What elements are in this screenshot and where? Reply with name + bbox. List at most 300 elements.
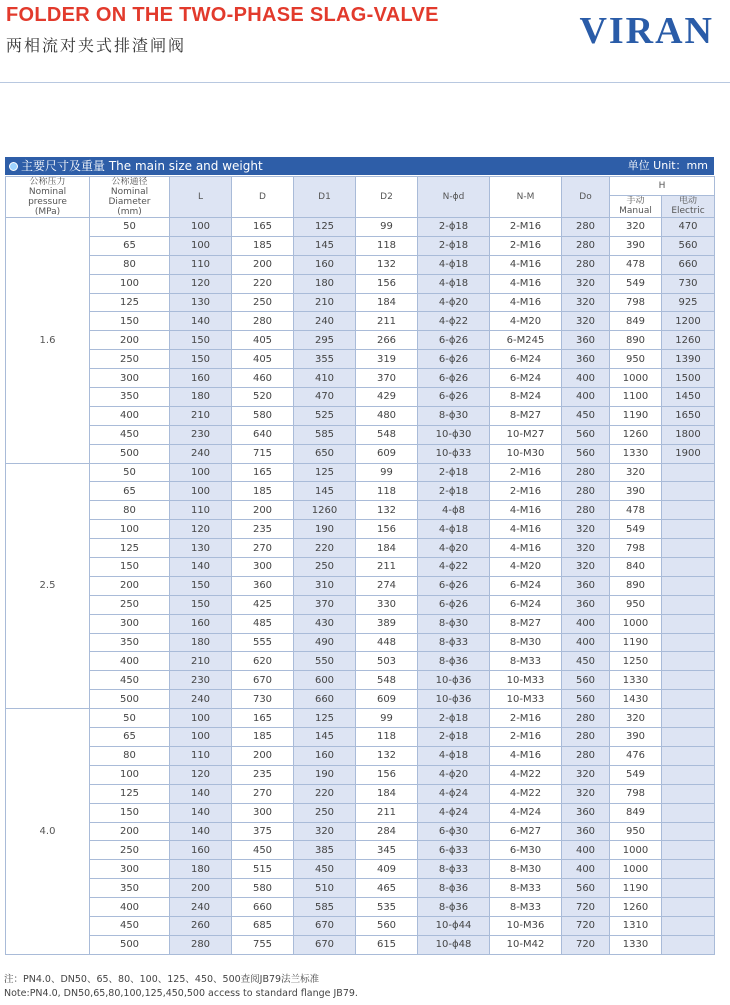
- cell-h-electric: [662, 463, 715, 482]
- cell-d2: 118: [356, 482, 418, 501]
- table-title-text: 主要尺寸及重量 The main size and weight: [21, 159, 263, 173]
- cell-n-phi-d: 8-ϕ30: [418, 614, 490, 633]
- cell-dn: 350: [90, 388, 170, 407]
- cell-dn: 50: [90, 463, 170, 482]
- cell-l: 130: [170, 539, 232, 558]
- cell-l: 100: [170, 236, 232, 255]
- cell-dn: 80: [90, 255, 170, 274]
- header-pn-en2: pressure: [28, 197, 67, 207]
- header-nominal-diameter: [90, 177, 170, 218]
- cell-d1: 430: [294, 614, 356, 633]
- table-row: [6, 520, 715, 539]
- cell-dn: 65: [90, 728, 170, 747]
- cell-d1: 525: [294, 406, 356, 425]
- cell-d: 200: [232, 501, 294, 520]
- cell-d: 450: [232, 841, 294, 860]
- cell-d: 220: [232, 274, 294, 293]
- cell-h-manual: 950: [610, 822, 662, 841]
- cell-dn: 50: [90, 218, 170, 237]
- cell-do: 720: [562, 916, 610, 935]
- cell-do: 280: [562, 746, 610, 765]
- cell-do: 560: [562, 690, 610, 709]
- cell-h-electric: 1800: [662, 425, 715, 444]
- cell-h-electric: [662, 860, 715, 879]
- cell-d1: 320: [294, 822, 356, 841]
- cell-h-electric: [662, 614, 715, 633]
- cell-d2: 266: [356, 331, 418, 350]
- cell-dn: 100: [90, 274, 170, 293]
- cell-h-electric: [662, 784, 715, 803]
- cell-d: 460: [232, 369, 294, 388]
- cell-n-m: 6-M24: [490, 369, 562, 388]
- cell-h-manual: 1000: [610, 860, 662, 879]
- cell-h-manual: 476: [610, 746, 662, 765]
- cell-n-phi-d: 4-ϕ18: [418, 520, 490, 539]
- cell-n-phi-d: 4-ϕ22: [418, 312, 490, 331]
- cell-do: 560: [562, 671, 610, 690]
- cell-n-m: 8-M33: [490, 652, 562, 671]
- table-row: [6, 369, 715, 388]
- cell-n-phi-d: 4-ϕ22: [418, 558, 490, 577]
- cell-d1: 145: [294, 482, 356, 501]
- table-row: [6, 841, 715, 860]
- cell-l: 240: [170, 690, 232, 709]
- cell-do: 320: [562, 765, 610, 784]
- cell-n-m: 6-M30: [490, 841, 562, 860]
- header-dn-en2: Diameter: [108, 197, 151, 207]
- cell-l: 210: [170, 406, 232, 425]
- cell-n-phi-d: 6-ϕ26: [418, 388, 490, 407]
- cell-d: 685: [232, 916, 294, 935]
- header-manual: [610, 195, 662, 217]
- cell-h-electric: [662, 652, 715, 671]
- cell-dn: 80: [90, 501, 170, 520]
- header-electric: [662, 195, 715, 217]
- cell-d: 200: [232, 746, 294, 765]
- cell-d: 580: [232, 879, 294, 898]
- cell-d1: 585: [294, 898, 356, 917]
- cell-n-phi-d: 8-ϕ36: [418, 652, 490, 671]
- cell-l: 150: [170, 350, 232, 369]
- cell-d1: 310: [294, 576, 356, 595]
- cell-h-manual: 320: [610, 463, 662, 482]
- table-row: [6, 425, 715, 444]
- cell-h-electric: 1200: [662, 312, 715, 331]
- cell-n-m: 4-M20: [490, 312, 562, 331]
- table-row: [6, 652, 715, 671]
- cell-d: 515: [232, 860, 294, 879]
- table-row: [6, 444, 715, 463]
- cell-d1: 250: [294, 803, 356, 822]
- cell-n-m: 2-M16: [490, 728, 562, 747]
- cell-do: 280: [562, 709, 610, 728]
- header-h: H: [610, 177, 715, 196]
- cell-n-m: 4-M22: [490, 765, 562, 784]
- cell-h-electric: [662, 746, 715, 765]
- table-title: [9, 157, 263, 175]
- cell-n-m: 4-M20: [490, 558, 562, 577]
- cell-h-electric: [662, 765, 715, 784]
- cell-do: 400: [562, 633, 610, 652]
- cell-n-m: 10-M36: [490, 916, 562, 935]
- cell-l: 140: [170, 822, 232, 841]
- cell-h-manual: 549: [610, 520, 662, 539]
- cell-l: 240: [170, 444, 232, 463]
- table-row: [6, 633, 715, 652]
- cell-d1: 355: [294, 350, 356, 369]
- cell-d2: 560: [356, 916, 418, 935]
- cell-d2: 370: [356, 369, 418, 388]
- cell-d2: 429: [356, 388, 418, 407]
- cell-n-phi-d: 2-ϕ18: [418, 709, 490, 728]
- header-d: D: [232, 177, 294, 218]
- cell-n-phi-d: 6-ϕ26: [418, 369, 490, 388]
- cell-d: 270: [232, 539, 294, 558]
- table-row: [6, 690, 715, 709]
- cell-do: 320: [562, 293, 610, 312]
- cell-d1: 125: [294, 709, 356, 728]
- header-dn-en1: Nominal: [110, 187, 149, 197]
- cell-h-manual: 849: [610, 803, 662, 822]
- cell-l: 140: [170, 558, 232, 577]
- cell-do: 280: [562, 501, 610, 520]
- header-electric-en: Electric: [671, 206, 705, 217]
- cell-n-phi-d: 4-ϕ20: [418, 765, 490, 784]
- table-row: [6, 406, 715, 425]
- cell-h-manual: 1100: [610, 388, 662, 407]
- cell-l: 140: [170, 803, 232, 822]
- cell-n-m: 2-M16: [490, 218, 562, 237]
- cell-d: 375: [232, 822, 294, 841]
- cell-dn: 300: [90, 860, 170, 879]
- cell-n-m: 8-M33: [490, 898, 562, 917]
- cell-d2: 319: [356, 350, 418, 369]
- footnotes: [4, 973, 358, 1001]
- cell-d1: 670: [294, 916, 356, 935]
- cell-d: 300: [232, 803, 294, 822]
- table-row: [6, 331, 715, 350]
- header-dn-cn: 公称通径: [111, 177, 148, 187]
- cell-do: 320: [562, 539, 610, 558]
- cell-d: 405: [232, 350, 294, 369]
- cell-h-electric: [662, 879, 715, 898]
- spec-table-body: [6, 218, 715, 955]
- cell-n-m: 6-M24: [490, 350, 562, 369]
- cell-n-phi-d: 4-ϕ8: [418, 501, 490, 520]
- header-l: L: [170, 177, 232, 218]
- cell-dn: 100: [90, 765, 170, 784]
- cell-n-m: 4-M16: [490, 520, 562, 539]
- cell-n-phi-d: 6-ϕ26: [418, 595, 490, 614]
- cell-d: 715: [232, 444, 294, 463]
- table-row: [6, 236, 715, 255]
- cell-h-manual: 1190: [610, 879, 662, 898]
- cell-n-phi-d: 4-ϕ18: [418, 746, 490, 765]
- cell-n-phi-d: 10-ϕ36: [418, 671, 490, 690]
- cell-l: 180: [170, 388, 232, 407]
- cell-d1: 490: [294, 633, 356, 652]
- cell-n-phi-d: 2-ϕ18: [418, 218, 490, 237]
- cell-d1: 385: [294, 841, 356, 860]
- cell-h-electric: 1260: [662, 331, 715, 350]
- table-row: [6, 312, 715, 331]
- table-row: [6, 501, 715, 520]
- cell-dn: 400: [90, 898, 170, 917]
- cell-h-electric: 1500: [662, 369, 715, 388]
- header-divider: [0, 82, 730, 83]
- bullet-icon: [9, 162, 18, 171]
- header-pn-unit: (MPa): [34, 207, 61, 217]
- cell-do: 280: [562, 236, 610, 255]
- cell-d: 360: [232, 576, 294, 595]
- table-row: [6, 293, 715, 312]
- cell-n-m: 8-M33: [490, 879, 562, 898]
- cell-d2: 548: [356, 671, 418, 690]
- cell-d1: 370: [294, 595, 356, 614]
- cell-d: 555: [232, 633, 294, 652]
- cell-d: 185: [232, 236, 294, 255]
- cell-d2: 99: [356, 463, 418, 482]
- cell-d: 280: [232, 312, 294, 331]
- cell-d1: 160: [294, 746, 356, 765]
- cell-n-phi-d: 10-ϕ48: [418, 935, 490, 954]
- cell-h-manual: 1000: [610, 841, 662, 860]
- cell-do: 560: [562, 879, 610, 898]
- cell-do: 450: [562, 406, 610, 425]
- table-row: [6, 935, 715, 954]
- cell-do: 400: [562, 369, 610, 388]
- footnote-cn: 注：PN4.0、DN50、65、80、100、125、450、500查阅JB79法兰标准: [4, 974, 320, 985]
- cell-d2: 284: [356, 822, 418, 841]
- cell-d2: 345: [356, 841, 418, 860]
- cell-l: 180: [170, 633, 232, 652]
- cell-l: 140: [170, 312, 232, 331]
- cell-h-electric: [662, 822, 715, 841]
- cell-n-phi-d: 6-ϕ33: [418, 841, 490, 860]
- cell-d1: 250: [294, 558, 356, 577]
- table-row: [6, 784, 715, 803]
- header-pn-en1: Nominal: [28, 187, 67, 197]
- cell-d1: 125: [294, 463, 356, 482]
- cell-l: 110: [170, 501, 232, 520]
- cell-h-manual: 549: [610, 765, 662, 784]
- cell-n-m: 2-M16: [490, 463, 562, 482]
- cell-n-m: 8-M30: [490, 633, 562, 652]
- table-row: [6, 558, 715, 577]
- cell-h-manual: 1250: [610, 652, 662, 671]
- table-row: [6, 350, 715, 369]
- cell-dn: 250: [90, 841, 170, 860]
- cell-d: 200: [232, 255, 294, 274]
- cell-h-electric: [662, 935, 715, 954]
- table-title-bar: [5, 157, 714, 175]
- cell-l: 100: [170, 482, 232, 501]
- cell-h-electric: 1450: [662, 388, 715, 407]
- cell-l: 120: [170, 274, 232, 293]
- cell-n-m: 2-M16: [490, 482, 562, 501]
- cell-l: 260: [170, 916, 232, 935]
- cell-d: 425: [232, 595, 294, 614]
- cell-h-manual: 320: [610, 709, 662, 728]
- cell-dn: 300: [90, 369, 170, 388]
- cell-l: 240: [170, 898, 232, 917]
- cell-h-manual: 1330: [610, 444, 662, 463]
- cell-dn: 65: [90, 236, 170, 255]
- cell-dn: 100: [90, 520, 170, 539]
- cell-n-m: 4-M16: [490, 293, 562, 312]
- cell-h-manual: 1000: [610, 369, 662, 388]
- cell-dn: 150: [90, 558, 170, 577]
- cell-dn: 65: [90, 482, 170, 501]
- cell-d1: 190: [294, 520, 356, 539]
- cell-do: 280: [562, 482, 610, 501]
- cell-h-electric: [662, 595, 715, 614]
- cell-l: 210: [170, 652, 232, 671]
- cell-d2: 535: [356, 898, 418, 917]
- cell-d1: 160: [294, 255, 356, 274]
- cell-do: 400: [562, 388, 610, 407]
- cell-h-manual: 798: [610, 784, 662, 803]
- cell-h-manual: 320: [610, 218, 662, 237]
- cell-h-manual: 798: [610, 539, 662, 558]
- cell-d1: 220: [294, 784, 356, 803]
- header-manual-en: Manual: [619, 206, 652, 217]
- cell-h-electric: 660: [662, 255, 715, 274]
- cell-h-electric: 1900: [662, 444, 715, 463]
- cell-h-electric: [662, 916, 715, 935]
- table-row: [6, 614, 715, 633]
- cell-d: 670: [232, 671, 294, 690]
- cell-dn: 200: [90, 331, 170, 350]
- cell-d: 485: [232, 614, 294, 633]
- cell-d: 235: [232, 520, 294, 539]
- cell-d1: 295: [294, 331, 356, 350]
- cell-h-electric: [662, 841, 715, 860]
- cell-n-phi-d: 8-ϕ33: [418, 633, 490, 652]
- cell-h-electric: 925: [662, 293, 715, 312]
- table-row: [6, 879, 715, 898]
- cell-l: 110: [170, 746, 232, 765]
- cell-dn: 250: [90, 350, 170, 369]
- cell-h-electric: [662, 709, 715, 728]
- cell-d1: 550: [294, 652, 356, 671]
- spec-table: [5, 176, 715, 955]
- cell-do: 400: [562, 841, 610, 860]
- cell-do: 400: [562, 614, 610, 633]
- cell-do: 360: [562, 331, 610, 350]
- cell-h-electric: [662, 539, 715, 558]
- table-row: [6, 595, 715, 614]
- table-row: [6, 463, 715, 482]
- cell-do: 720: [562, 935, 610, 954]
- cell-d: 165: [232, 463, 294, 482]
- header-d2: D2: [356, 177, 418, 218]
- cell-do: 320: [562, 312, 610, 331]
- cell-n-phi-d: 8-ϕ36: [418, 879, 490, 898]
- unit-label: 单位 Unit：mm: [627, 159, 708, 172]
- cell-n-phi-d: 4-ϕ18: [418, 255, 490, 274]
- cell-do: 360: [562, 803, 610, 822]
- cell-n-m: 6-M24: [490, 576, 562, 595]
- cell-do: 320: [562, 784, 610, 803]
- cell-dn: 500: [90, 935, 170, 954]
- cell-dn: 200: [90, 576, 170, 595]
- cell-h-electric: [662, 898, 715, 917]
- table-row: [6, 274, 715, 293]
- brand-logo: VIRAN: [579, 10, 714, 52]
- cell-do: 320: [562, 274, 610, 293]
- cell-n-phi-d: 2-ϕ18: [418, 236, 490, 255]
- cell-d: 660: [232, 898, 294, 917]
- cell-h-manual: 1430: [610, 690, 662, 709]
- header-pn-cn: 公称压力: [29, 177, 66, 187]
- header-d1: D1: [294, 177, 356, 218]
- cell-l: 160: [170, 841, 232, 860]
- table-row: [6, 218, 715, 237]
- cell-dn: 125: [90, 539, 170, 558]
- table-row: [6, 388, 715, 407]
- cell-n-phi-d: 10-ϕ44: [418, 916, 490, 935]
- cell-n-m: 4-M16: [490, 255, 562, 274]
- cell-l: 100: [170, 728, 232, 747]
- cell-n-phi-d: 8-ϕ33: [418, 860, 490, 879]
- pressure-cell: 2.5: [6, 463, 90, 709]
- cell-d1: 585: [294, 425, 356, 444]
- cell-d2: 330: [356, 595, 418, 614]
- cell-do: 360: [562, 350, 610, 369]
- pressure-cell: 1.6: [6, 218, 90, 464]
- cell-n-m: 10-M33: [490, 671, 562, 690]
- cell-h-electric: [662, 803, 715, 822]
- cell-h-manual: 1310: [610, 916, 662, 935]
- cell-d: 270: [232, 784, 294, 803]
- cell-h-manual: 390: [610, 728, 662, 747]
- cell-dn: 350: [90, 879, 170, 898]
- cell-d: 755: [232, 935, 294, 954]
- cell-d1: 145: [294, 728, 356, 747]
- cell-d1: 220: [294, 539, 356, 558]
- cell-do: 360: [562, 822, 610, 841]
- cell-d: 730: [232, 690, 294, 709]
- cell-n-m: 8-M27: [490, 406, 562, 425]
- table-row: [6, 803, 715, 822]
- cell-h-manual: 890: [610, 331, 662, 350]
- cell-d2: 156: [356, 765, 418, 784]
- cell-l: 160: [170, 369, 232, 388]
- cell-n-m: 4-M24: [490, 803, 562, 822]
- header-n-m: N-M: [490, 177, 562, 218]
- cell-l: 150: [170, 576, 232, 595]
- cell-h-manual: 549: [610, 274, 662, 293]
- cell-do: 360: [562, 595, 610, 614]
- cell-do: 280: [562, 255, 610, 274]
- cell-do: 360: [562, 576, 610, 595]
- cell-d1: 670: [294, 935, 356, 954]
- cell-d2: 132: [356, 746, 418, 765]
- cell-h-manual: 1190: [610, 633, 662, 652]
- header-do: Do: [562, 177, 610, 218]
- cell-l: 160: [170, 614, 232, 633]
- cell-d: 235: [232, 765, 294, 784]
- cell-h-manual: 890: [610, 576, 662, 595]
- cell-l: 230: [170, 671, 232, 690]
- cell-h-manual: 1330: [610, 671, 662, 690]
- cell-d2: 465: [356, 879, 418, 898]
- cell-d1: 470: [294, 388, 356, 407]
- cell-dn: 150: [90, 803, 170, 822]
- cell-n-phi-d: 6-ϕ26: [418, 576, 490, 595]
- cell-l: 230: [170, 425, 232, 444]
